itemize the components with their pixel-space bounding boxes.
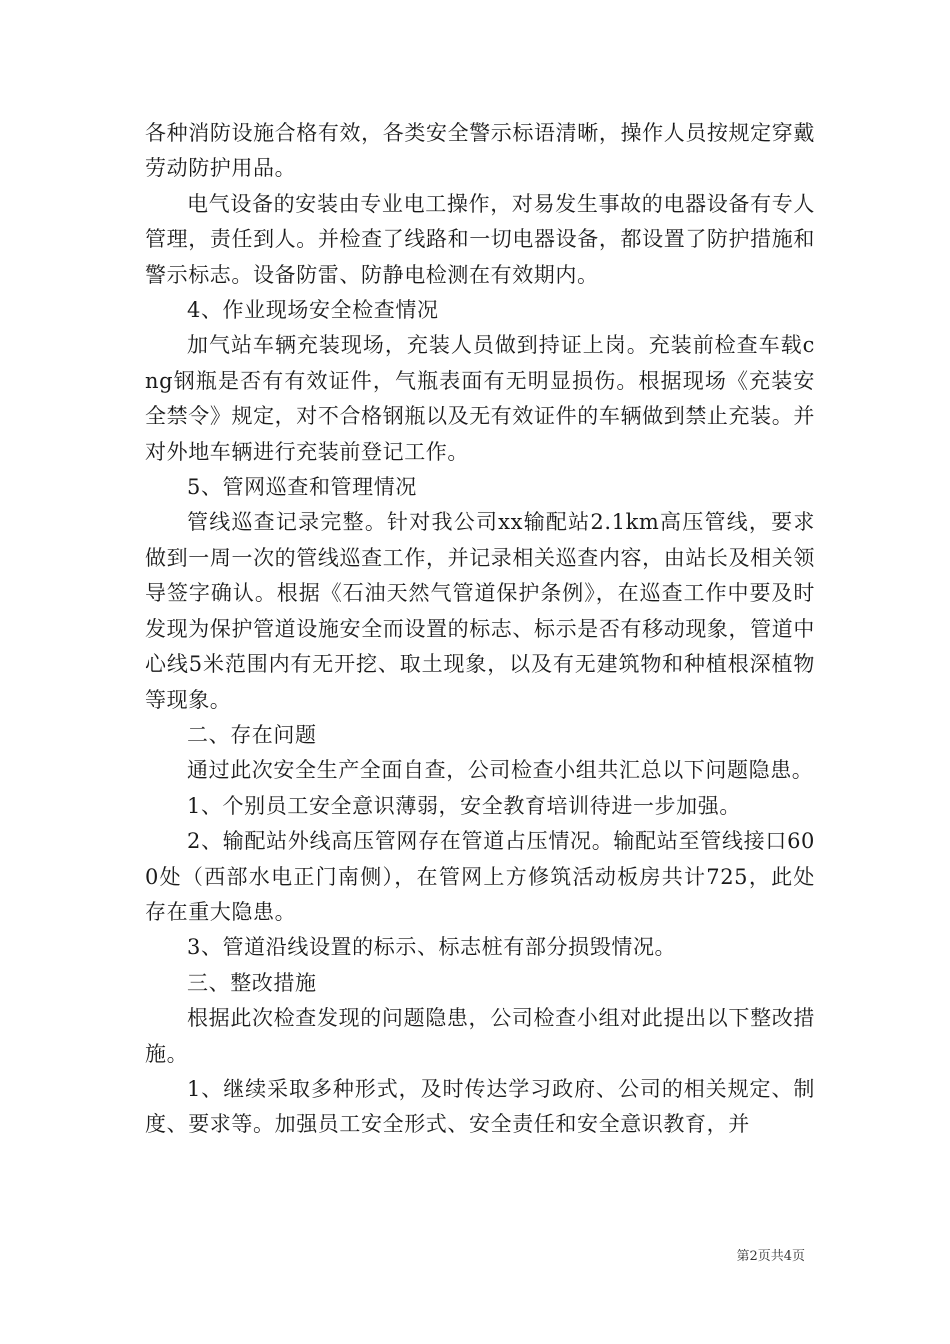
page-number-footer: 第2页共4页 bbox=[736, 1249, 805, 1264]
document-body bbox=[145, 116, 815, 1143]
list-item: 1、继续采取多种形式，及时传达学习政府、公司的相关规定、制度、要求等。加强员工安全形式、安全责任和安全意识教育，并 bbox=[145, 1076, 815, 1137]
section-heading: 4、作业现场安全检查情况 bbox=[187, 298, 439, 323]
list-item: 3、管道沿线设置的标示、标志桩有部分损毁情况。 bbox=[187, 935, 677, 960]
paragraph: 电气设备的安装由专业电工操作，对易发生事故的电器设备有专人管理，责任到人。并检查了线路和一切电器设备，都设置了防护措施和警示标志。设备防雷、防静电检测在有效期内。 bbox=[145, 191, 815, 287]
section-heading: 三、整改措施 bbox=[187, 970, 317, 995]
paragraph: 各种消防设施合格有效，各类安全警示标语清晰，操作人员按规定穿戴劳动防护用品。 bbox=[145, 121, 815, 181]
paragraph: 通过此次安全生产全面自查，公司检查小组共汇总以下问题隐患。 bbox=[187, 758, 814, 783]
paragraph: 根据此次检查发现的问题隐患，公司检查小组对此提出以下整改措施。 bbox=[145, 1006, 815, 1066]
list-item: 1、个别员工安全意识薄弱，安全教育培训待进一步加强。 bbox=[187, 793, 741, 818]
section-heading: 二、存在问题 bbox=[187, 722, 317, 747]
section-heading: 5、管网巡查和管理情况 bbox=[187, 475, 417, 500]
list-item: 2、输配站外线高压管网存在管道占压情况。输配站至管线接口600处（西部水电正门南侧），在管网上方修筑活动板房共计725，此处存在重大隐患。 bbox=[145, 829, 815, 924]
paragraph: 加气站车辆充装现场，充装人员做到持证上岗。充装前检查车载cng钢瓶是否有有效证件，气瓶表面有无明显损伤。根据现场《充装安全禁令》规定，对不合格钢瓶以及无有效证件的车辆做到禁止充装。并对外地车辆进行充装前登记工作。 bbox=[145, 333, 815, 464]
paragraph: 管线巡查记录完整。针对我公司xx输配站2.1km高压管线，要求做到一周一次的管线巡查工作，并记录相关巡查内容，由站长及相关领导签字确认。根据《石油天然气管道保护条例》，在巡查工作中要及时发现为保护管道设施安全而设置的标志、标示是否有移动现象，管道中心线5米范围内有无开挖、取土现象，以及有无建筑物和种植根深植物等现象。 bbox=[145, 510, 815, 712]
